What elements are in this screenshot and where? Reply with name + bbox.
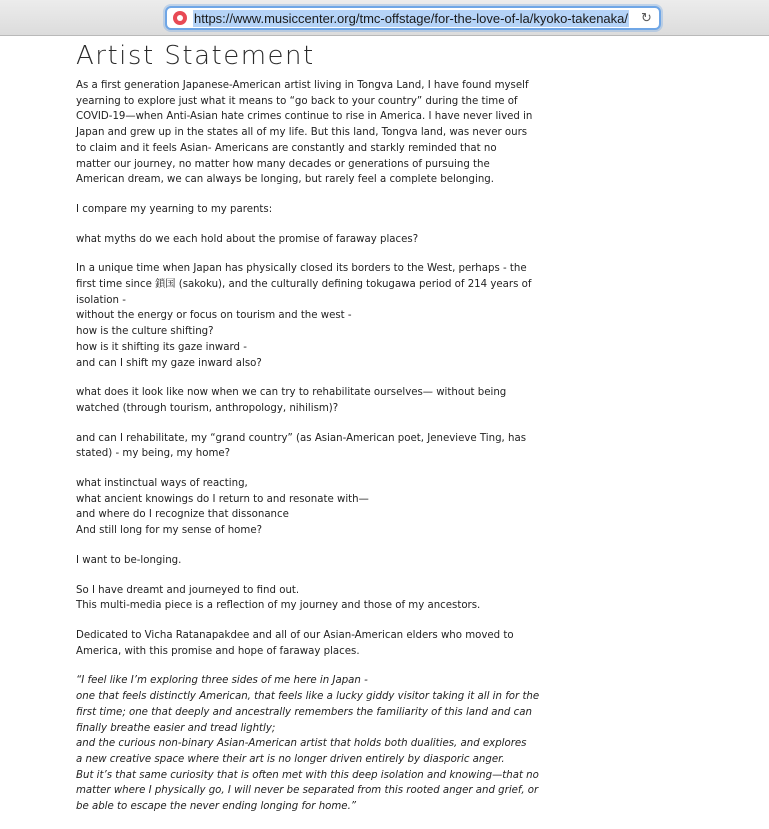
paragraph-line: matter our journey, no matter how many decades or generations of pursuing the xyxy=(76,158,490,170)
paragraph-line: American dream, we can always be longing, but rarely feel a complete belonging. xyxy=(76,174,494,186)
paragraph-line: Dedicated to Vicha Ratanapakdee and all of our Asian-American elders who moved to xyxy=(76,629,514,641)
quote-line: first time; one that deeply and ancestrally remembers the familiarity of this land and can xyxy=(76,706,532,718)
paragraph-line: America, with this promise and hope of faraway places. xyxy=(76,645,360,657)
browser-toolbar xyxy=(0,0,769,36)
paragraph-line: This multi-media piece is a reflection of my journey and those of my ancestors. xyxy=(76,600,481,612)
paragraph-line: stated) - my being, my home? xyxy=(76,448,231,460)
quote-line: But it’s that same curiosity that is often met with this deep isolation and knowing—that no xyxy=(76,769,539,781)
paragraph-line: So I have dreamt and journeyed to find out. xyxy=(76,584,300,596)
paragraph-line: to claim and it feels Asian- Americans are constantly and starkly reminded that no xyxy=(76,142,497,154)
paragraph-line: I want to be-longing. xyxy=(76,554,182,566)
paragraph xyxy=(76,78,536,188)
quote-line: a new creative space where their art is no longer driven entirely by diasporic anger. xyxy=(76,753,505,765)
paragraph-line: without the energy or focus on tourism and the west - xyxy=(76,310,352,322)
paragraph-line: isolation - xyxy=(76,294,126,306)
paragraph-line: yearning to explore just what it means to “go back to your country” during the time of xyxy=(76,95,518,107)
paragraph-list xyxy=(76,78,536,659)
artist-quote xyxy=(76,673,540,814)
paragraph xyxy=(76,261,536,371)
paragraph-line: I compare my yearning to my parents: xyxy=(76,203,273,215)
quote-line: “I feel like I’m exploring three sides of me here in Japan - xyxy=(76,675,368,687)
address-bar[interactable] xyxy=(165,6,661,30)
quote-line: one that feels distinctly American, that feels like a lucky giddy visitor taking it all in for the xyxy=(76,691,540,703)
paragraph-line: how is the culture shifting? xyxy=(76,326,214,338)
site-favicon-icon xyxy=(173,11,187,25)
paragraph-line: what instinctual ways of reacting, xyxy=(76,478,248,490)
paragraph xyxy=(76,628,536,659)
paragraph xyxy=(76,583,536,614)
paragraph-line: what ancient knowings do I return to and resonate with— xyxy=(76,493,369,505)
paragraph-line: As a first generation Japanese-American artist living in Tongva Land, I have found myself xyxy=(76,80,529,91)
paragraph-line: first time since 鎖国 (sakoku), and the culturally defining tokugawa period of 214 years of xyxy=(76,279,532,291)
quote-line: finally breathe easier and tread lightly; xyxy=(76,722,276,734)
paragraph-line: In a unique time when Japan has physically closed its borders to the West, perhaps - the xyxy=(76,263,527,275)
paragraph-line: Japan and grew up in the states all of my life. But this land, Tongva land, was never ours xyxy=(76,127,528,139)
paragraph-line: and can I rehabilitate, my “grand country” (as Asian-American poet, Jenevieve Ting, has xyxy=(76,432,527,444)
paragraph xyxy=(76,553,536,569)
reload-icon[interactable]: ↻ xyxy=(641,11,652,26)
paragraph-line: what does it look like now when we can try to rehabilitate ourselves— without being xyxy=(76,387,507,399)
paragraph xyxy=(76,385,536,416)
url-text[interactable]: https://www.musiccenter.org/tmc-offstage/for-the-love-of-la/kyoko-takenaka/ xyxy=(194,10,628,26)
paragraph-line: watched (through tourism, anthropology, nihilism)? xyxy=(76,402,339,414)
paragraph-line: and where do I recognize that dissonance xyxy=(76,509,289,521)
quote-line: matter where I physically go, I will never be separated from this rooted anger and grief, or xyxy=(76,785,539,797)
quote-line: be able to escape the never ending longing for home.” xyxy=(76,801,357,813)
paragraph xyxy=(76,431,536,462)
paragraph xyxy=(76,232,536,248)
paragraph xyxy=(76,476,536,539)
paragraph-line: COVID-19—when Anti-Asian hate crimes continue to rise in America. I have never lived in xyxy=(76,111,533,123)
article-content xyxy=(76,40,540,829)
paragraph-line: And still long for my sense of home? xyxy=(76,525,263,537)
paragraph-line: what myths do we each hold about the promise of faraway places? xyxy=(76,233,419,245)
quote-line: and the curious non-binary Asian-American artist that holds both dualities, and explores xyxy=(76,738,527,750)
paragraph xyxy=(76,202,536,218)
paragraph-line: how is it shifting its gaze inward - xyxy=(76,341,247,353)
paragraph-line: and can I shift my gaze inward also? xyxy=(76,357,262,369)
page-title: Artist Statement xyxy=(76,41,315,71)
